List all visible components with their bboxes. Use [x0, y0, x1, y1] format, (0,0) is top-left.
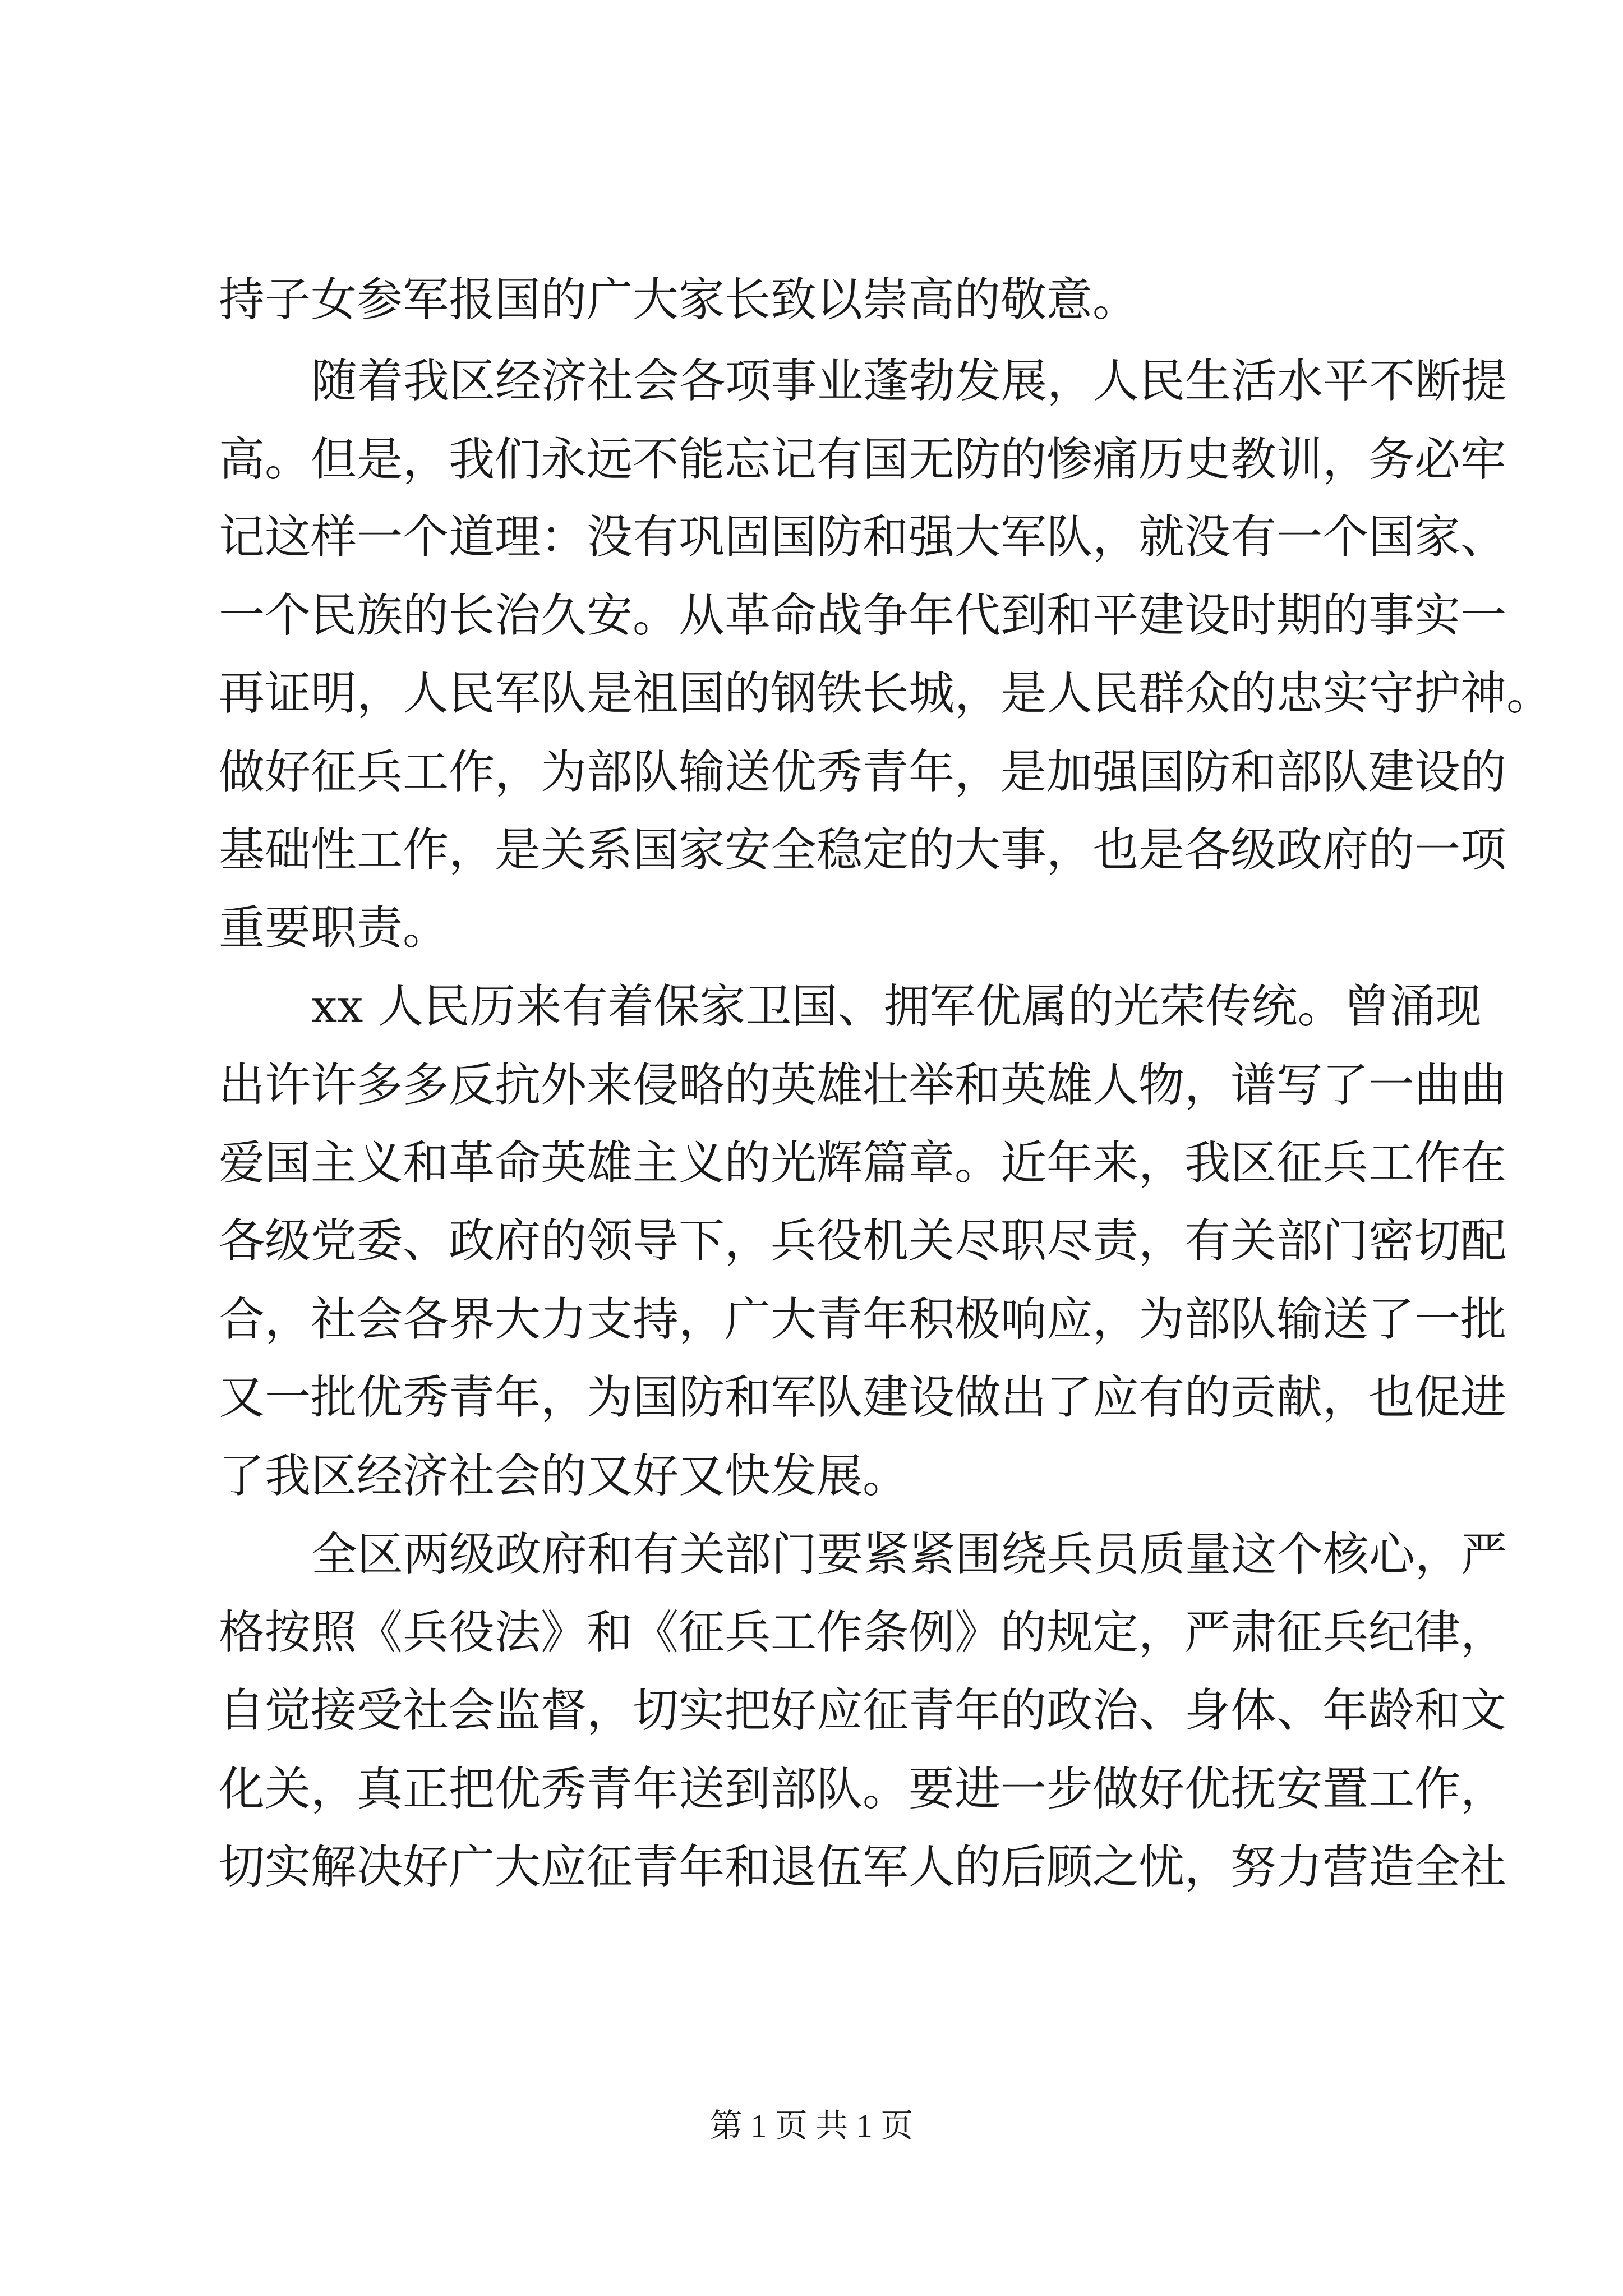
text-line: 化关，真正把优秀青年送到部队。要进一步做好优抚安置工作， — [219, 1763, 1507, 1816]
text-line: 记这样一个道理：没有巩固国防和强大军队，就没有一个国家、 — [219, 510, 1507, 564]
paragraph-first-line: xx 人民历来有着保家卫国、拥军优属的光荣传统。曾涌现 — [311, 980, 1482, 1033]
text-line: 爱国主义和革命英雄主义的光辉篇章。近年来，我区征兵工作在 — [219, 1137, 1507, 1190]
text-line: 格按照《兵役法》和《征兵工作条例》的规定，严肃征兵纪律， — [219, 1606, 1507, 1659]
text-line: 各级党委、政府的领导下，兵役机关尽职尽责，有关部门密切配 — [219, 1214, 1507, 1268]
text-line: 高。但是，我们永远不能忘记有国无防的惨痛历史教训，务必牢 — [219, 433, 1507, 486]
text-line: 自觉接受社会监督，切实把好应征青年的政治、身体、年龄和文 — [219, 1684, 1507, 1737]
paragraph-first-line: 全区两级政府和有关部门要紧紧围绕兵员质量这个核心，严 — [311, 1528, 1507, 1581]
text-line: 又一批优秀青年，为国防和军队建设做出了应有的贡献，也促进 — [219, 1371, 1507, 1424]
text-line: 合，社会各界大力支持，广大青年积极响应，为部队输送了一批 — [219, 1293, 1507, 1346]
text-line: 切实解决好广大应征青年和退伍军人的后顾之忧，努力营造全社 — [219, 1841, 1507, 1894]
text-line: 一个民族的长治久安。从革命战争年代到和平建设时期的事实一 — [219, 589, 1507, 642]
text-line: 重要职责。 — [219, 901, 449, 955]
text-line: 做好征兵工作，为部队输送优秀青年，是加强国防和部队建设的 — [219, 746, 1507, 799]
text-line: 了我区经济社会的又好又快发展。 — [219, 1450, 909, 1503]
text-line: 基础性工作，是关系国家安全稳定的大事，也是各级政府的一项 — [219, 823, 1507, 877]
paragraph-first-line: 随着我区经济社会各项事业蓬勃发展，人民生活水平不断提 — [311, 355, 1507, 408]
text-line: 持子女参军报国的广大家长致以崇高的敬意。 — [219, 273, 1139, 326]
text-line: 再证明，人民军队是祖国的钢铁长城，是人民群众的忠实守护神。 — [219, 667, 1553, 720]
page-number-footer: 第 1 页 共 1 页 — [709, 2108, 914, 2144]
text-line: 出许许多多反抗外来侵略的英雄壮举和英雄人物，谱写了一曲曲 — [219, 1059, 1507, 1112]
